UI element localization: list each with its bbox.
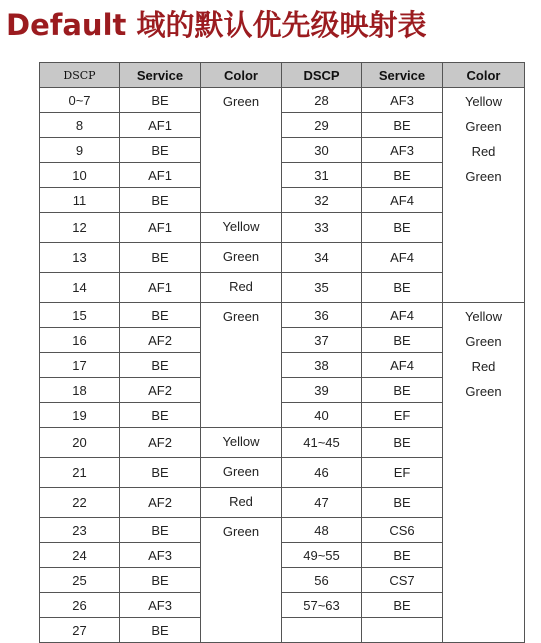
service-cell: BE <box>120 353 201 378</box>
dscp-cell: 12 <box>40 213 120 243</box>
dscp-cell: 28 <box>282 88 362 113</box>
service-cell: EF <box>362 458 443 488</box>
dscp-cell: 49~55 <box>282 543 362 568</box>
color-cell <box>201 458 282 488</box>
header-dscp-right: DSCP <box>282 63 362 88</box>
dscp-cell: 33 <box>282 213 362 243</box>
service-cell: AF3 <box>120 593 201 618</box>
header-dscp-left: DSCP <box>40 63 120 88</box>
service-cell: BE <box>120 243 201 273</box>
service-cell: BE <box>362 213 443 243</box>
color-cell <box>201 88 282 213</box>
service-cell: AF1 <box>120 213 201 243</box>
dscp-cell: 56 <box>282 568 362 593</box>
dscp-cell: 47 <box>282 488 362 518</box>
header-color-right: Color <box>443 63 525 88</box>
dscp-cell: 48 <box>282 518 362 543</box>
color-value: Green <box>222 94 260 109</box>
color-cell <box>201 273 282 303</box>
service-cell: BE <box>362 428 443 458</box>
color-value: Green <box>222 249 260 264</box>
service-cell: BE <box>120 618 201 643</box>
service-cell: BE <box>120 403 201 428</box>
color-value: Red <box>471 144 496 159</box>
service-cell: BE <box>120 518 201 543</box>
color-value: Yellow <box>464 309 503 324</box>
dscp-cell: 30 <box>282 138 362 163</box>
dscp-cell: 18 <box>40 378 120 403</box>
dscp-cell: 29 <box>282 113 362 138</box>
empty-cell <box>362 618 443 643</box>
color-cell <box>443 303 525 643</box>
service-cell: AF3 <box>362 138 443 163</box>
dscp-cell: 10 <box>40 163 120 188</box>
dscp-cell: 39 <box>282 378 362 403</box>
dscp-cell: 38 <box>282 353 362 378</box>
priority-mapping-table <box>39 62 525 643</box>
dscp-cell: 13 <box>40 243 120 273</box>
color-cell <box>201 518 282 643</box>
table-header-row <box>40 63 525 88</box>
color-cell <box>201 213 282 243</box>
color-value: Red <box>229 494 253 509</box>
dscp-cell: 17 <box>40 353 120 378</box>
color-cell <box>201 303 282 428</box>
color-cell <box>201 243 282 273</box>
dscp-cell: 35 <box>282 273 362 303</box>
dscp-cell: 8 <box>40 113 120 138</box>
dscp-cell: 32 <box>282 188 362 213</box>
service-cell: BE <box>362 328 443 353</box>
dscp-cell: 0~7 <box>40 88 120 113</box>
color-value: Green <box>222 464 260 479</box>
service-cell: AF2 <box>120 488 201 518</box>
service-cell: AF4 <box>362 353 443 378</box>
color-value: Red <box>229 279 253 294</box>
dscp-cell: 31 <box>282 163 362 188</box>
service-cell: AF4 <box>362 243 443 273</box>
service-cell: BE <box>362 593 443 618</box>
dscp-cell: 22 <box>40 488 120 518</box>
dscp-cell: 36 <box>282 303 362 328</box>
color-value: Green <box>222 524 260 539</box>
page-title: Default 域的默认优先级映射表 <box>6 8 427 42</box>
service-cell: BE <box>362 113 443 138</box>
header-color-left: Color <box>201 63 282 88</box>
service-cell: BE <box>120 88 201 113</box>
dscp-cell: 46 <box>282 458 362 488</box>
dscp-cell: 41~45 <box>282 428 362 458</box>
service-cell: AF4 <box>362 188 443 213</box>
table-body <box>40 88 525 643</box>
color-value: Yellow <box>464 94 503 109</box>
color-value: Yellow <box>222 434 260 449</box>
dscp-cell: 19 <box>40 403 120 428</box>
dscp-cell: 37 <box>282 328 362 353</box>
color-cell <box>443 88 525 303</box>
service-cell: BE <box>362 543 443 568</box>
dscp-cell: 20 <box>40 428 120 458</box>
service-cell: BE <box>120 568 201 593</box>
dscp-cell: 40 <box>282 403 362 428</box>
service-cell: AF1 <box>120 163 201 188</box>
service-cell: AF3 <box>120 543 201 568</box>
service-cell: BE <box>120 138 201 163</box>
service-cell: BE <box>120 303 201 328</box>
service-cell: AF1 <box>120 113 201 138</box>
service-cell: BE <box>120 188 201 213</box>
dscp-cell: 27 <box>40 618 120 643</box>
color-cell <box>201 488 282 518</box>
service-cell: CS6 <box>362 518 443 543</box>
color-cell <box>201 428 282 458</box>
color-value: Green <box>465 169 502 184</box>
table-row <box>40 303 525 328</box>
color-value: Yellow <box>222 219 260 234</box>
empty-cell <box>282 618 362 643</box>
service-cell: CS7 <box>362 568 443 593</box>
dscp-cell: 57~63 <box>282 593 362 618</box>
dscp-cell: 9 <box>40 138 120 163</box>
service-cell: AF4 <box>362 303 443 328</box>
service-cell: BE <box>362 488 443 518</box>
dscp-cell: 23 <box>40 518 120 543</box>
dscp-cell: 21 <box>40 458 120 488</box>
service-cell: BE <box>120 458 201 488</box>
header-service-right: Service <box>362 63 443 88</box>
color-value: Green <box>465 119 502 134</box>
color-value: Green <box>465 384 502 399</box>
service-cell: AF2 <box>120 328 201 353</box>
dscp-cell: 24 <box>40 543 120 568</box>
color-value: Green <box>465 334 502 349</box>
dscp-cell: 34 <box>282 243 362 273</box>
service-cell: BE <box>362 273 443 303</box>
table-row <box>40 88 525 113</box>
dscp-cell: 15 <box>40 303 120 328</box>
service-cell: AF2 <box>120 378 201 403</box>
service-cell: AF2 <box>120 428 201 458</box>
dscp-cell: 26 <box>40 593 120 618</box>
color-value: Green <box>222 309 260 324</box>
header-service-left: Service <box>120 63 201 88</box>
color-value: Red <box>471 359 496 374</box>
service-cell: AF3 <box>362 88 443 113</box>
service-cell: BE <box>362 378 443 403</box>
dscp-cell: 11 <box>40 188 120 213</box>
service-cell: AF1 <box>120 273 201 303</box>
service-cell: BE <box>362 163 443 188</box>
dscp-cell: 14 <box>40 273 120 303</box>
service-cell: EF <box>362 403 443 428</box>
dscp-cell: 16 <box>40 328 120 353</box>
dscp-cell: 25 <box>40 568 120 593</box>
